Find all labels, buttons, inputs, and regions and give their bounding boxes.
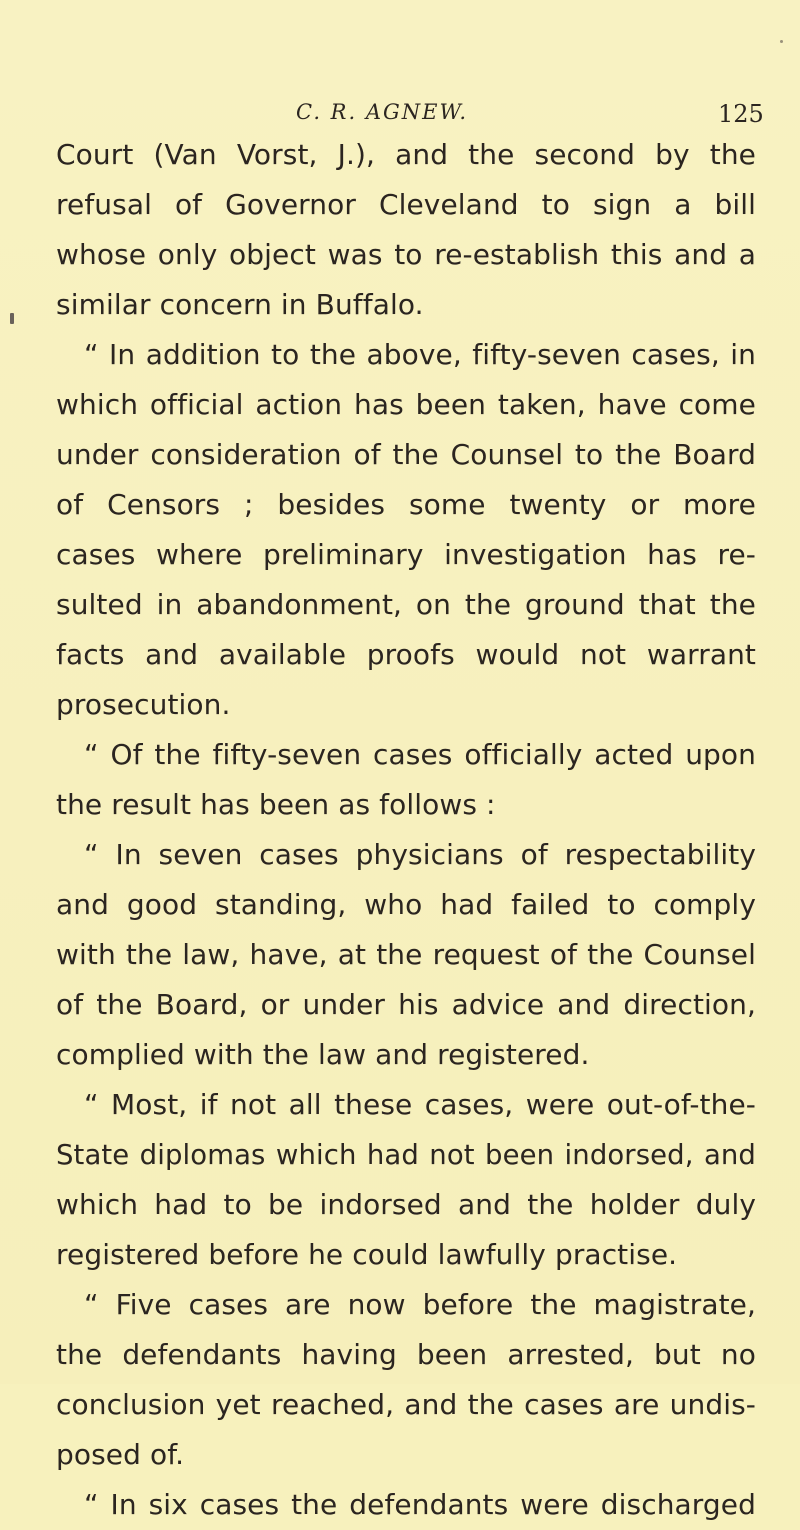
text-line: “ In six cases the defendants were discharged	[84, 1488, 756, 1521]
text-line: under consideration of the Counsel to the Board	[56, 438, 756, 471]
text-line: Court (Van Vorst, J.), and the second by the	[56, 138, 756, 171]
margin-mark	[10, 313, 14, 324]
text-line: posed of.	[56, 1438, 185, 1471]
text-line: the defendants having been arrested, but no	[56, 1338, 756, 1371]
text-line: prosecution.	[56, 688, 231, 721]
text-line: State diplomas which had not been indorsed, and	[56, 1139, 756, 1171]
text-line: “ In seven cases physicians of respectability	[84, 838, 756, 871]
text-line: “ Of the fifty-seven cases officially acted upon	[84, 738, 756, 771]
text-line: whose only object was to re-establish this and a	[56, 238, 756, 271]
page-number: 125	[718, 100, 764, 128]
text-line: “ Five cases are now before the magistrate,	[84, 1288, 756, 1321]
text-line: sulted in abandonment, on the ground that the	[56, 588, 756, 621]
text-line: similar concern in Buffalo.	[56, 288, 424, 321]
text-line: cases where preliminary investigation has re-	[56, 538, 756, 571]
text-line: with the law, have, at the request of the Counsel	[56, 938, 756, 971]
text-line: “ In addition to the above, fifty-seven cases, in	[84, 338, 756, 371]
body-text	[56, 130, 756, 1530]
running-head-title: C. R. AGNEW.	[296, 100, 469, 124]
text-line: “ Most, if not all these cases, were out-of-the-	[84, 1088, 756, 1121]
text-line: of the Board, or under his advice and direction,	[56, 988, 756, 1021]
text-line: facts and available proofs would not warrant	[56, 638, 756, 671]
paper-speck	[780, 40, 783, 43]
text-line: which official action has been taken, have come	[56, 388, 756, 421]
text-line: complied with the law and registered.	[56, 1038, 590, 1071]
text-line: the result has been as follows :	[56, 788, 496, 821]
text-line: registered before he could lawfully practise.	[56, 1238, 678, 1271]
text-line: refusal of Governor Cleveland to sign a bill	[56, 188, 756, 221]
text-line: of Censors ; besides some twenty or more	[56, 488, 756, 521]
text-line: and good standing, who had failed to comply	[56, 888, 756, 921]
text-line: conclusion yet reached, and the cases are undis-	[56, 1388, 756, 1421]
text-line: which had to be indorsed and the holder duly	[56, 1188, 756, 1221]
